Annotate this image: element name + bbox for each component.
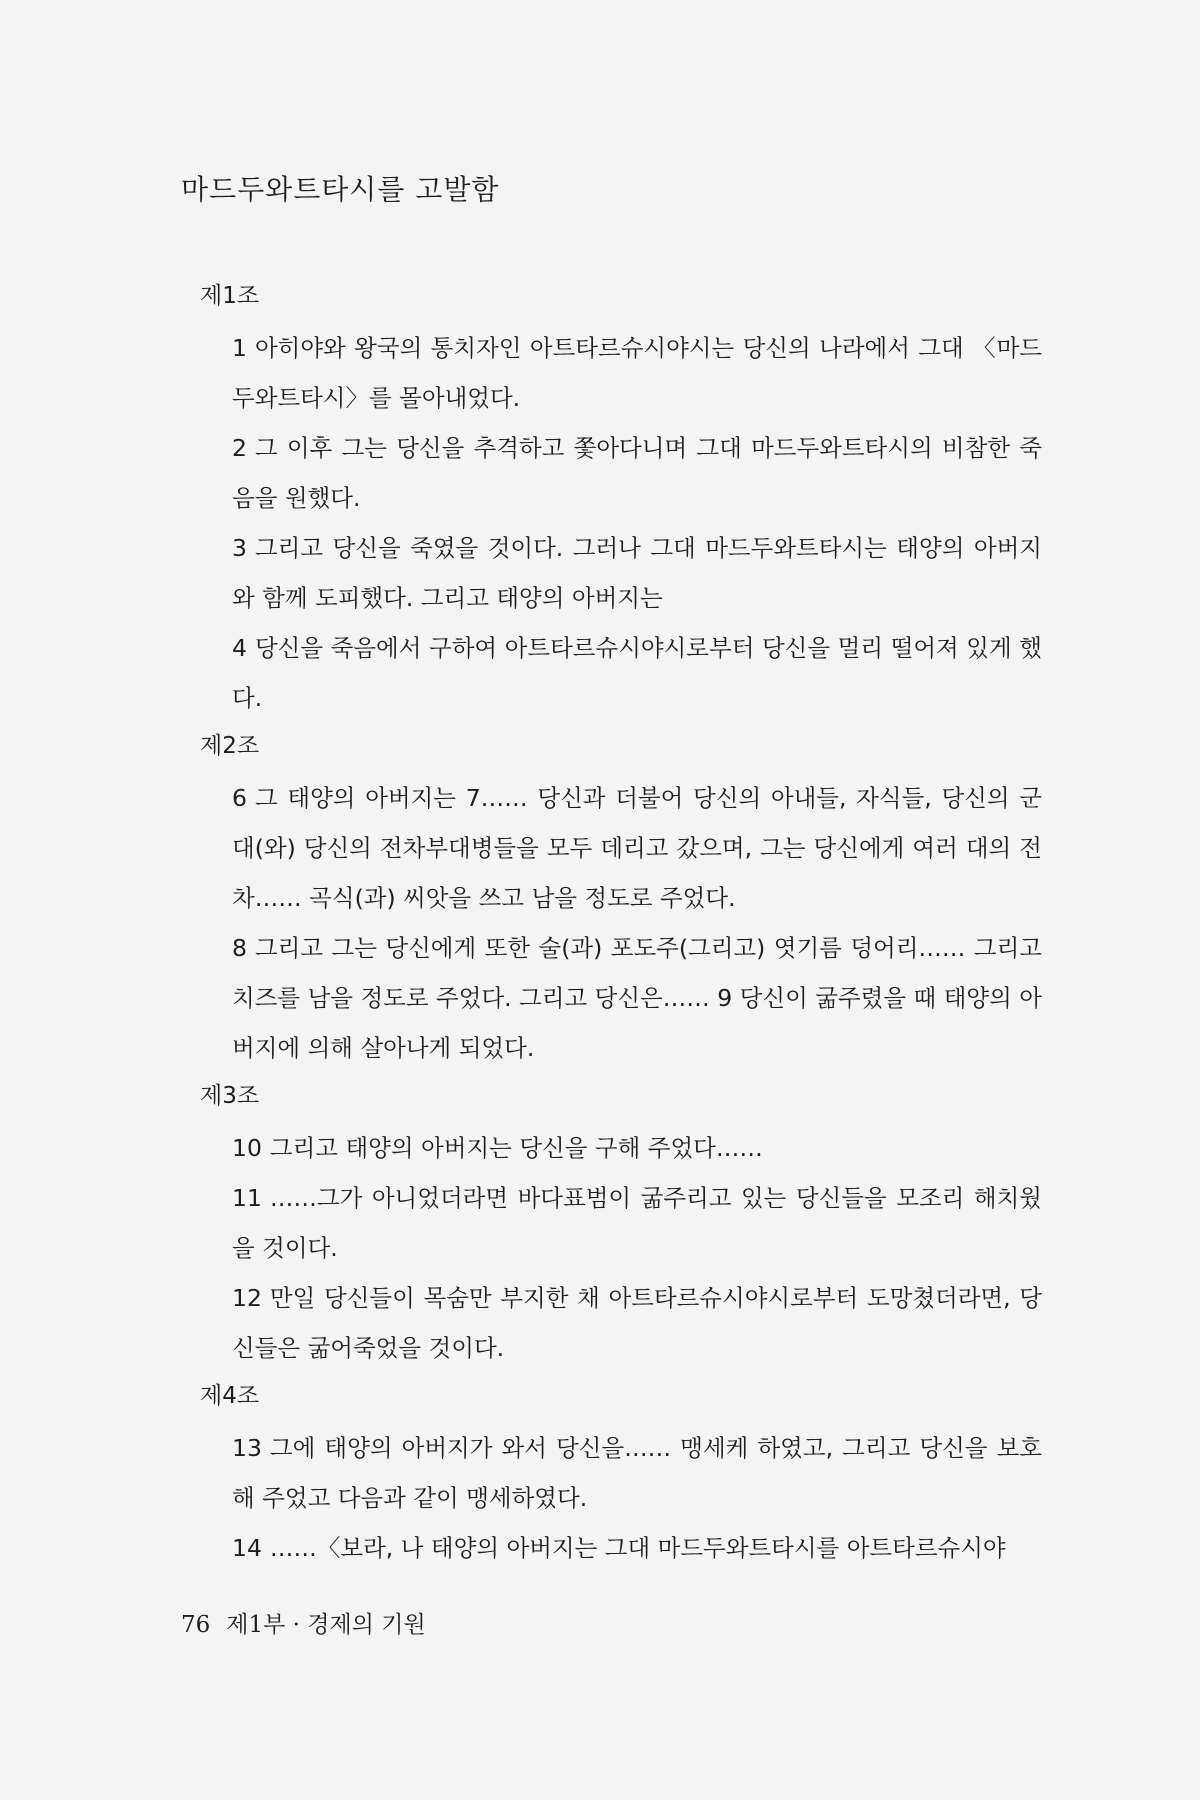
verse-number: 3 [232,534,247,562]
article-heading: 제1조 [200,283,260,309]
page-title: 마드두와트타시를 고발함 [181,173,500,206]
verse-text: ……그가 아니었더라면 바다표범이 굶주리고 있는 당신들을 모조리 해치웠을 것이다. [232,1184,1042,1262]
verse-text: 그리고 그는 당신에게 또한 술(과) 포도주(그리고) 엿기름 덩어리…… 그리고 치즈를 남을 정도로 주었다. 그리고 당신은…… 9 당신이 굶주렸을 때 태양의 아버지에 의해 살아나게 되었다. [232,934,1042,1062]
page-number: 76 [181,1612,211,1638]
verse [232,923,1042,1073]
verse [232,323,1042,423]
page-footer [181,1606,426,1639]
verse-number: 11 [232,1184,262,1212]
article-heading: 제3조 [200,1083,260,1109]
verse-text: 그리고 태양의 아버지는 당신을 구해 주었다…… [269,1134,763,1162]
verse [232,1523,1042,1573]
verse-text: 그 이후 그는 당신을 추격하고 쫓아다니며 그대 마드두와트타시의 비참한 죽음을 원했다. [232,434,1042,512]
verse [232,1423,1042,1523]
verse-text: 아히야와 왕국의 통치자인 아트타르슈시야시는 당신의 나라에서 그대 〈마드두와트타시〉를 몰아내었다. [232,334,1042,412]
verse [232,423,1042,523]
verse-text: 그 태양의 아버지는 7…… 당신과 더불어 당신의 아내들, 자식들, 당신의 군대(와) 당신의 전차부대병들을 모두 데리고 갔으며, 그는 당신에게 여러 대의 전차…… 곡식(과) 씨앗을 쓰고 남을 정도로 주었다. [232,784,1042,912]
running-head: 제1부 · 경제의 기원 [226,1612,426,1638]
verse [232,1173,1042,1273]
verse [232,523,1042,623]
verse-text: 만일 당신들이 목숨만 부지한 채 아트타르슈시야시로부터 도망쳤더라면, 당신들은 굶어죽었을 것이다. [232,1284,1042,1362]
verse-number: 10 [232,1134,262,1162]
verse [232,1273,1042,1373]
verse-number: 14 [232,1534,262,1562]
verse [232,623,1042,723]
verse-text: 그에 태양의 아버지가 와서 당신을…… 맹세케 하였고, 그리고 당신을 보호해 주었고 다음과 같이 맹세하였다. [232,1434,1042,1512]
verse [232,773,1042,923]
verse-text: ……〈보라, 나 태양의 아버지는 그대 마드두와트타시를 아트타르슈시야 [269,1534,1006,1562]
verse-number: 13 [232,1434,262,1462]
verse-number: 2 [232,434,247,462]
verse-text: 그리고 당신을 죽였을 것이다. 그러나 그대 마드두와트타시는 태양의 아버지와 함께 도피했다. 그리고 태양의 아버지는 [232,534,1042,612]
article-heading: 제4조 [200,1383,260,1409]
verse-number: 8 [232,934,247,962]
verse-number: 4 [232,634,247,662]
verse-number: 12 [232,1284,262,1312]
verse-number: 6 [232,784,247,812]
verse-text: 당신을 죽음에서 구하여 아트타르슈시야시로부터 당신을 멀리 떨어져 있게 했다. [232,634,1042,712]
article-heading: 제2조 [200,733,260,759]
verse [232,1123,1042,1173]
verse-number: 1 [232,334,247,362]
